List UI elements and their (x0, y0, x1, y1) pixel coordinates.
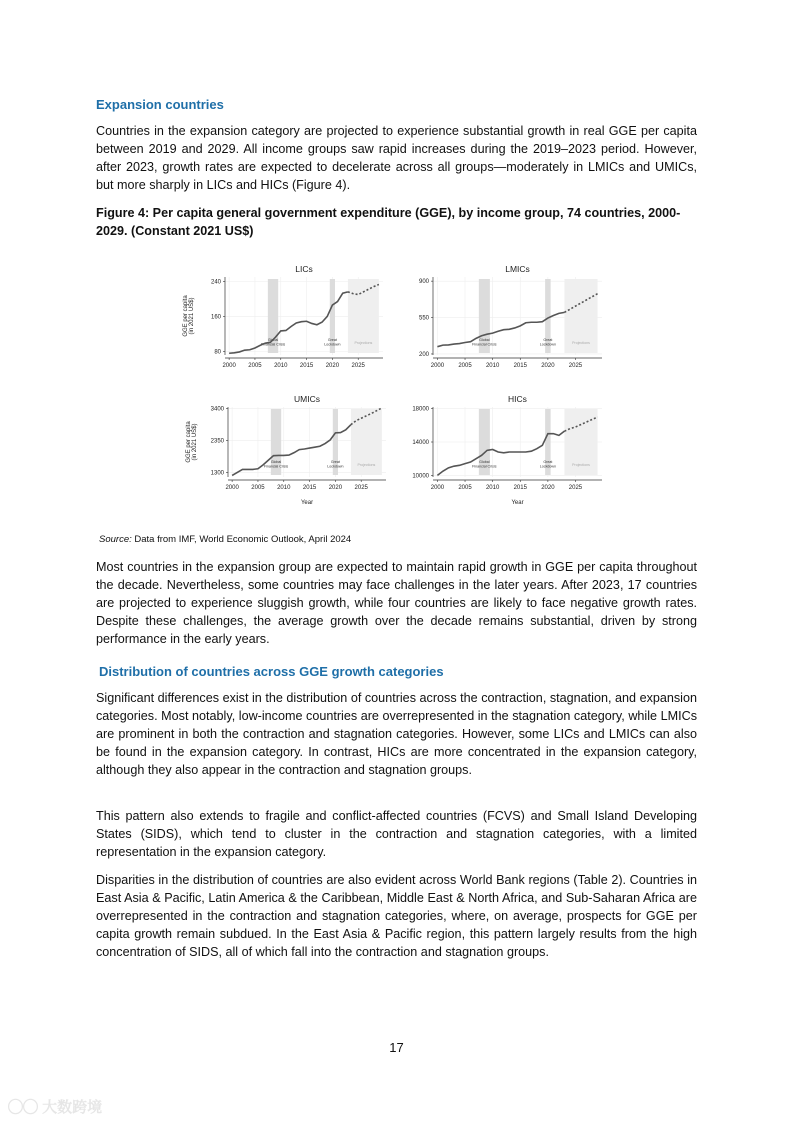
gfc-label: Financial Crisis (472, 464, 497, 469)
projection-label: Projections (354, 341, 373, 345)
x-tick-label: 2010 (274, 363, 288, 369)
lockdown-label: Great (330, 460, 340, 464)
gfc-label: Global (267, 338, 279, 342)
x-tick-label: 2000 (222, 363, 236, 369)
x-tick-label: 2010 (277, 485, 291, 491)
x-tick-label: 2015 (299, 363, 314, 369)
section-heading-distribution: Distribution of countries across GGE growth categories (99, 664, 444, 679)
x-tick-label: 2025 (351, 363, 365, 369)
gfc-label: Financial Crisis (472, 342, 497, 347)
lockdown-label: Lockdown (324, 342, 341, 347)
page-number: 17 (389, 1040, 404, 1055)
y-axis-label: (in 2021 US$) (189, 297, 195, 335)
panel-lmics (419, 264, 602, 369)
x-tick-label: 2015 (513, 363, 527, 369)
figure-4-chart (175, 255, 615, 520)
panel-umics (186, 394, 386, 506)
panel-title: LMICs (505, 264, 530, 274)
y-axis-label: GGE per capita (186, 421, 192, 463)
y-tick-label: 18000 (412, 406, 429, 413)
x-axis-label: Year (300, 500, 314, 506)
x-tick-label: 2010 (485, 363, 500, 369)
paragraph: Countries in the expansion category are projected to experience substantial growth in real GGE per capita between 2019 and 2029. All income groups saw rapid increases during the 2019–2023 period. However, after 2023, growth rates are expected to decelerate across all groups—moderately in LMICs and UMICs, but more sharply in LICs and HICs (Figure 4). (96, 124, 697, 192)
y-tick-label: 1300 (210, 470, 224, 477)
paragraph: This pattern also extends to fragile and conflict-affected countries (FCVS) and Small Island Developing States (SIDS), which tend to cluster in the contraction and stagnation categories, with a limited representation in the expansion category. (96, 809, 697, 859)
x-tick-label: 2015 (513, 485, 527, 491)
x-tick-label: 2020 (541, 485, 555, 491)
lockdown-label: Lockdown (327, 464, 344, 469)
y-tick-label: 14000 (412, 440, 429, 446)
paragraph: Most countries in the expansion group are expected to maintain rapid growth in GGE per capita throughout the decade. Nevertheless, some countries may face challenges in the later years. After 2023, 17 countries are projected to experience sluggish growth, while four countries are likely to face negative growth rates. Despite these challenges, the average growth over the decade remains substantial, driven by strong performance in the early years. (96, 560, 697, 646)
projection-label: Projections (357, 463, 376, 467)
panel-hics (412, 394, 602, 506)
y-tick-label: 10000 (412, 473, 429, 480)
paragraph: Disparities in the distribution of countries are also evident across World Bank regions (Table 2). Countries in East Asia & Pacific, Latin America & the Caribbean, Middle East & North Africa, and Sub-Saharan Africa are overrepresented in the contraction and stagnation categories, where, on average, prospects for GGE per capita growth remain subdued. In the East Asia & Pacific region, this pattern largely results from the high concentration of SIDS, all of which fall into the contraction and stagnation groups. (96, 873, 697, 959)
x-axis-label: Year (511, 500, 524, 506)
gfc-label: Global (479, 460, 490, 464)
gfc-label: Financial Crisis (260, 342, 286, 347)
lockdown-label: Great (543, 338, 553, 342)
y-tick-label: 240 (210, 279, 221, 286)
lockdown-label: Lockdown (539, 464, 556, 469)
x-tick-label: 2020 (328, 485, 343, 491)
panel-title: HICs (508, 394, 527, 404)
y-tick-label: 200 (418, 351, 429, 358)
x-tick-label: 2000 (430, 363, 445, 369)
panel-title: UMICs (294, 394, 320, 404)
y-tick-label: 3400 (210, 406, 224, 413)
panel-lics (183, 264, 383, 369)
lockdown-label: Lockdown (539, 342, 556, 347)
x-tick-label: 2005 (458, 363, 472, 369)
x-tick-label: 2005 (248, 363, 262, 369)
lockdown-label: Great (327, 338, 337, 342)
figure-caption: Figure 4: Per capita general government expenditure (GGE), by income group, 74 countries, 2000-2029. (Constant 2021 US$) (96, 206, 681, 238)
x-tick-label: 2015 (302, 485, 317, 491)
x-tick-label: 2025 (568, 363, 583, 369)
y-tick-label: 550 (418, 315, 429, 322)
x-tick-label: 2000 (430, 485, 445, 491)
x-tick-label: 2020 (325, 363, 340, 369)
figure-source (99, 534, 351, 545)
source-text: Data from IMF, World Economic Outlook, April 2024 (131, 534, 352, 545)
source-label: Source: (99, 534, 132, 545)
projection-label: Projections (572, 463, 590, 467)
x-tick-label: 2005 (458, 485, 472, 491)
gfc-label: Global (479, 338, 490, 342)
paragraph: Significant differences exist in the distribution of countries across the contraction, stagnation, and expansion categories. Most notably, low-income countries are overrepresented in the stagnation category, while LMICs are prominent in both the contraction and stagnation categories. However, some LICs and LMICs can also be found in the expansion category. In contrast, HICs are more concentrated in the expansion category, although they also appear in the contraction and stagnation groups. (96, 691, 697, 777)
x-tick-label: 2020 (541, 363, 555, 369)
x-tick-label: 2025 (568, 485, 583, 491)
section-heading-expansion: Expansion countries (96, 97, 224, 112)
y-axis-label: (in 2021 US$) (192, 423, 198, 461)
y-axis-label: GGE per capita (183, 295, 189, 337)
x-tick-label: 2000 (225, 485, 239, 491)
gfc-label: Financial Crisis (263, 464, 289, 469)
gfc-label: Global (270, 460, 282, 464)
lockdown-label: Great (543, 460, 553, 464)
x-tick-label: 2025 (354, 485, 368, 491)
y-tick-label: 2350 (210, 438, 224, 445)
projection-label: Projections (572, 341, 590, 345)
x-tick-label: 2005 (251, 485, 265, 491)
y-tick-label: 80 (214, 349, 221, 356)
x-tick-label: 2010 (485, 485, 500, 491)
y-tick-label: 160 (210, 314, 221, 321)
watermark-logo: ◯◯ 大数跨境 (8, 1099, 103, 1116)
panel-title: LICs (295, 264, 313, 274)
y-tick-label: 900 (418, 279, 429, 286)
